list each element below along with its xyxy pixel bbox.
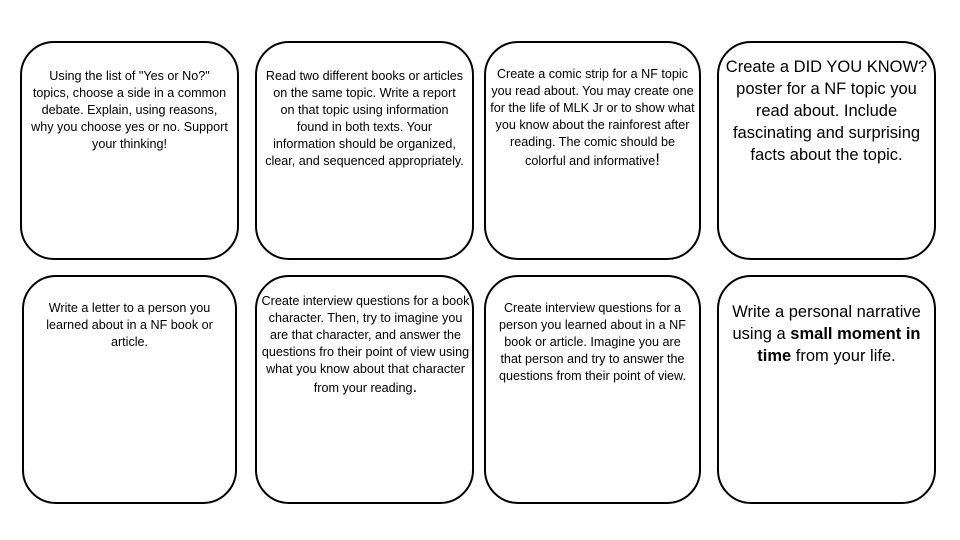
- choice-card-letter: [22, 275, 237, 504]
- card-text-emphasis: small moment in time: [757, 325, 921, 365]
- choice-card-person-interview: [484, 275, 701, 504]
- choice-card-character-interview: [255, 275, 474, 504]
- card-text: Create a DID YOU KNOW? poster for a NF topic you read about. Include fascinating and surprising facts about the topic.: [725, 58, 928, 164]
- card-text-body: Create a comic strip for a NF topic you read about. You may create one for the life of MLK Jr or to show what you know about the rainforest after reading. The comic should be colorful and informative: [490, 67, 695, 168]
- choice-card-comic-strip: [484, 41, 701, 260]
- choice-card-personal-narrative: [717, 275, 936, 504]
- card-text: [723, 301, 930, 367]
- card-text: Create interview questions for a person you learned about in a NF book or article. Imagine you are that person and try to answer the questions from their point of view.: [499, 301, 686, 383]
- card-text-body: Create interview questions for a book character. Then, try to imagine you are that character, and answer the questions fro their point of view using what you know about that character from your reading: [261, 294, 470, 395]
- card-text: Using the list of "Yes or No?" topics, choose a side in a common debate. Explain, using reasons, why you choose yes or no. Support your thinking!: [31, 69, 228, 151]
- choice-card-report: [255, 41, 474, 260]
- card-text: [490, 66, 695, 170]
- choice-card-did-you-know-poster: [717, 41, 936, 260]
- card-text-before: Write a personal narrative using a: [732, 303, 921, 343]
- card-text-after: from your life.: [791, 347, 896, 365]
- card-text: Write a letter to a person you learned about in a NF book or article.: [46, 301, 213, 349]
- card-text-end-mark: !: [655, 150, 660, 169]
- choice-card-debate: [20, 41, 239, 260]
- card-text-end-mark: .: [412, 377, 418, 396]
- card-text: Read two different books or articles on the same topic. Write a report on that topic using information found in both texts. Your information should be organized, clear, and sequenced appropriately.: [265, 69, 464, 168]
- card-text: [261, 293, 470, 397]
